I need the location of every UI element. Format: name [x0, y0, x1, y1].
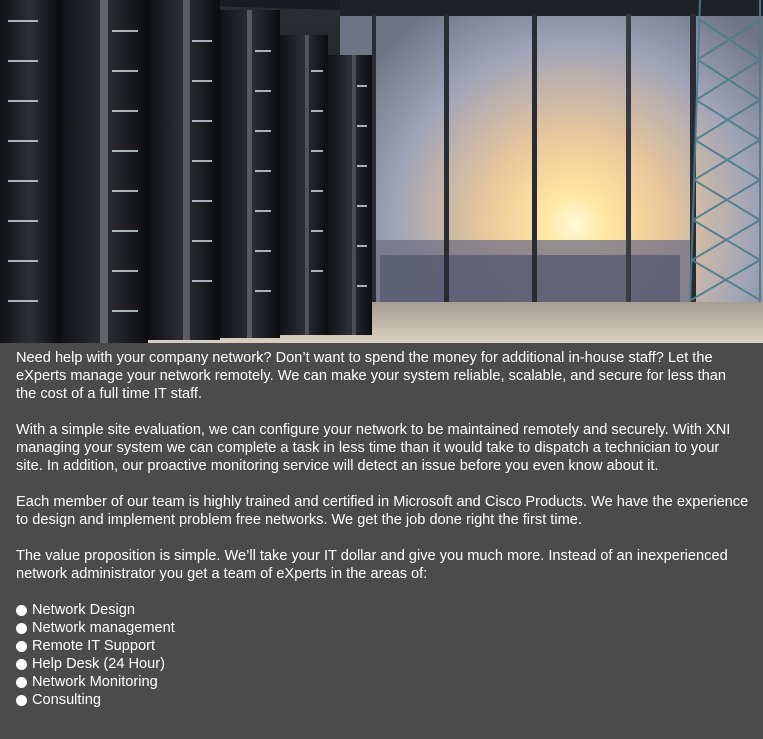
service-label: Consulting	[32, 692, 101, 708]
bullet-icon	[16, 623, 27, 634]
datacenter-sunset-illustration	[0, 0, 763, 343]
evaluation-paragraph: With a simple site evaluation, we can configure your network to be maintained remotely and securely. With XNI managing your system we can complete a task in less time than it would take to dispatch a technician to your site. In addition, our proactive monitoring service will detect an issue before you even know about it.	[16, 422, 731, 474]
service-label: Network Design	[32, 602, 136, 618]
list-item	[16, 655, 749, 673]
value-paragraph: The value proposition is simple. We’ll take your IT dollar and give you much more. Instead of an inexperienced network administrator you get a team of eXperts in the areas of:	[16, 548, 728, 582]
service-label: Network Monitoring	[32, 674, 158, 690]
list-item	[16, 691, 749, 709]
service-label: Remote IT Support	[32, 638, 156, 654]
list-item	[16, 637, 749, 655]
intro-paragraph: Need help with your company network? Don’t want to spend the money for additional in-house staff? Let the eXperts manage your network remotely. We can make your system reliable, scalable, and secure for less than the cost of a full time IT staff.	[16, 350, 727, 402]
services-list	[16, 601, 749, 709]
service-description	[0, 343, 763, 709]
service-label: Network management	[32, 620, 175, 636]
bullet-icon	[16, 605, 27, 616]
list-item	[16, 673, 749, 691]
team-paragraph: Each member of our team is highly trained and certified in Microsoft and Cisco Products. We have the experience to design and implement problem free networks. We get the job done right the first time.	[16, 494, 749, 528]
service-label: Help Desk (24 Hour)	[32, 656, 166, 672]
hero-image	[0, 0, 763, 343]
list-item	[16, 601, 749, 619]
bullet-icon	[16, 641, 27, 652]
bullet-icon	[16, 695, 27, 706]
list-item	[16, 619, 749, 637]
bullet-icon	[16, 677, 27, 688]
bullet-icon	[16, 659, 27, 670]
server-racks	[0, 0, 372, 343]
